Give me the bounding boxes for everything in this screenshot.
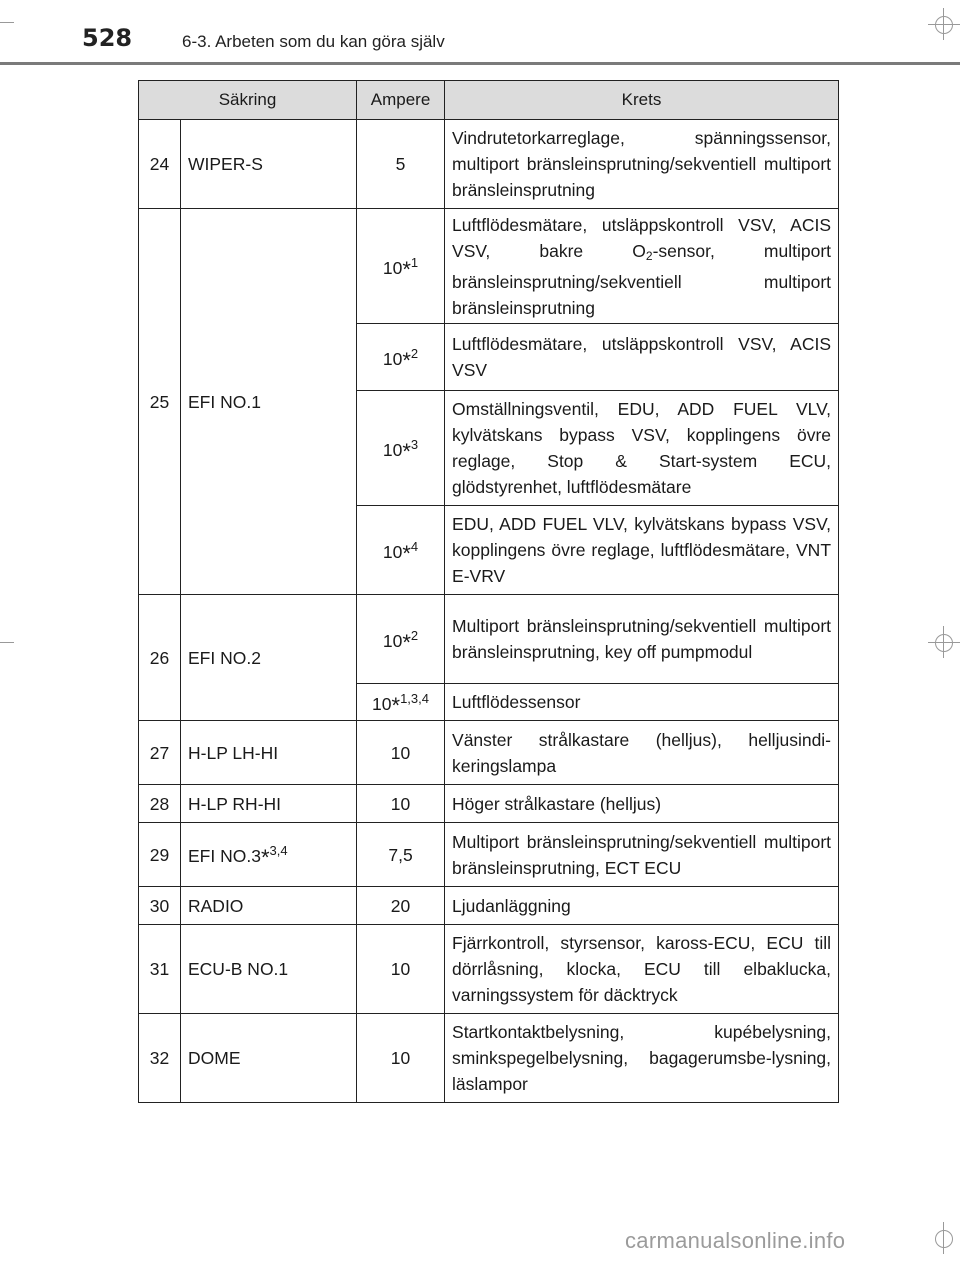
fuse-circuit: EDU, ADD FUEL VLV, kylvätskans bypass VSV, kopplingens övre reglage, luftflödesmätare, VNT E-VRV <box>445 506 839 595</box>
fuse-ampere: 10*$^3$ <box>357 391 445 506</box>
fuse-circuit: Multiport bränsleinsprutning/sekventiell multiport bränsleinsprutning, key off pumpmodul <box>445 595 839 684</box>
note-ref: 3 <box>410 436 419 452</box>
table-row <box>139 721 839 785</box>
fuse-name: EFI NO.1 <box>181 209 357 595</box>
table-row <box>139 120 839 209</box>
note-ref: 2 <box>410 345 419 361</box>
note-star: * <box>402 347 411 373</box>
header-rule <box>0 62 960 65</box>
fuse-number: 30 <box>139 887 181 925</box>
fuse-name: WIPER-S <box>181 120 357 209</box>
col-header-fuse: Säkring <box>139 81 357 120</box>
fuse-name: RADIO <box>181 887 357 925</box>
fuse-ampere: 7,5 <box>357 823 445 887</box>
fuse-table <box>138 80 839 1103</box>
fuse-name: EFI NO.3*$^{3,4}$ <box>181 823 357 887</box>
note-star: * <box>391 692 401 718</box>
fuse-ampere: 10 <box>357 721 445 785</box>
fuse-circuit: Vindrutetorkarreglage, spänningssensor, multiport bränsleinsprutning/sekventiell multiport bränsleinsprutning <box>445 120 839 209</box>
fuse-number: 29 <box>139 823 181 887</box>
fuse-circuit: Omställningsventil, EDU, ADD FUEL VLV, kylvätskans bypass VSV, kopplingens övre reglage, Stop & Start-system ECU, glödstyrenhet, luftflödesmätare <box>445 391 839 506</box>
fuse-number: 26 <box>139 595 181 721</box>
fuse-number: 28 <box>139 785 181 823</box>
fuse-circuit: Ljudanläggning <box>445 887 839 925</box>
fuse-ampere: 10 <box>357 925 445 1014</box>
fuse-ampere: 10 <box>357 785 445 823</box>
page-header <box>0 0 960 70</box>
table-row <box>139 925 839 1014</box>
fuse-name: ECU-B NO.1 <box>181 925 357 1014</box>
note-ref: 2 <box>410 627 419 643</box>
fuse-ampere: 10*$^2$ <box>357 595 445 684</box>
table-row <box>139 1014 839 1103</box>
table-header-row <box>139 81 839 120</box>
subscript: 2 <box>645 248 653 263</box>
note-ref: 1 <box>410 254 419 270</box>
fuse-ampere: 10*$^1$ <box>357 209 445 324</box>
fuse-circuit: Luftflödesmätare, utsläppskontroll VSV, ACIS VSV, bakre $O_2$-sensor, multiport bränsleinsprutning/sekventiell multiport bränsleinsprutning <box>445 209 839 324</box>
table-row <box>139 595 839 684</box>
fuse-ampere: 10*$^2$ <box>357 324 445 391</box>
fuse-circuit: Luftflödessensor <box>445 684 839 721</box>
fuse-circuit: Höger strålkastare (helljus) <box>445 785 839 823</box>
fuse-name: H-LP LH-HI <box>181 721 357 785</box>
table-row <box>139 785 839 823</box>
note-star: * <box>402 438 411 464</box>
fuse-ampere: 10*$^4$ <box>357 506 445 595</box>
fuse-circuit: Startkontaktbelysning, kupébelysning, sminkspegelbelysning, bagagerumsbe-lysning, läslampor <box>445 1014 839 1103</box>
page-number: 528 <box>82 24 133 52</box>
fuse-number: 24 <box>139 120 181 209</box>
note-ref: 4 <box>410 538 419 554</box>
fuse-name: EFI NO.2 <box>181 595 357 721</box>
fuse-ampere: 20 <box>357 887 445 925</box>
fuse-circuit: Luftflödesmätare, utsläppskontroll VSV, ACIS VSV <box>445 324 839 391</box>
fuse-ampere: 10*$^{1,3,4}$ <box>357 684 445 721</box>
note-ref: 1,3,4 <box>400 690 429 706</box>
fuse-circuit: Vänster strålkastare (helljus), helljusindi-keringslampa <box>445 721 839 785</box>
fuse-circuit: Fjärrkontroll, styrsensor, kaross-ECU, ECU till dörrlåsning, klocka, ECU till elbaklucka, varningssystem för däcktryck <box>445 925 839 1014</box>
fuse-number: 32 <box>139 1014 181 1103</box>
fuse-number: 31 <box>139 925 181 1014</box>
fuse-name: DOME <box>181 1014 357 1103</box>
note-ref: 3,4 <box>269 843 288 858</box>
fuse-number: 27 <box>139 721 181 785</box>
table-row <box>139 887 839 925</box>
note-star: * <box>402 629 411 655</box>
fuse-circuit: Multiport bränsleinsprutning/sekventiell multiport bränsleinsprutning, ECT ECU <box>445 823 839 887</box>
table-row <box>139 209 839 324</box>
fuse-ampere: 5 <box>357 120 445 209</box>
note-star: * <box>402 540 411 566</box>
fuse-number: 25 <box>139 209 181 595</box>
table-row <box>139 823 839 887</box>
col-header-ampere: Ampere <box>357 81 445 120</box>
note-star: * <box>260 845 270 870</box>
fuse-name: H-LP RH-HI <box>181 785 357 823</box>
fuse-ampere: 10 <box>357 1014 445 1103</box>
col-header-circuit: Krets <box>445 81 839 120</box>
footer-watermark: carmanualsonline.info <box>625 1228 846 1253</box>
note-star: * <box>402 256 411 282</box>
section-title: 6-3. Arbeten som du kan göra själv <box>182 32 445 51</box>
